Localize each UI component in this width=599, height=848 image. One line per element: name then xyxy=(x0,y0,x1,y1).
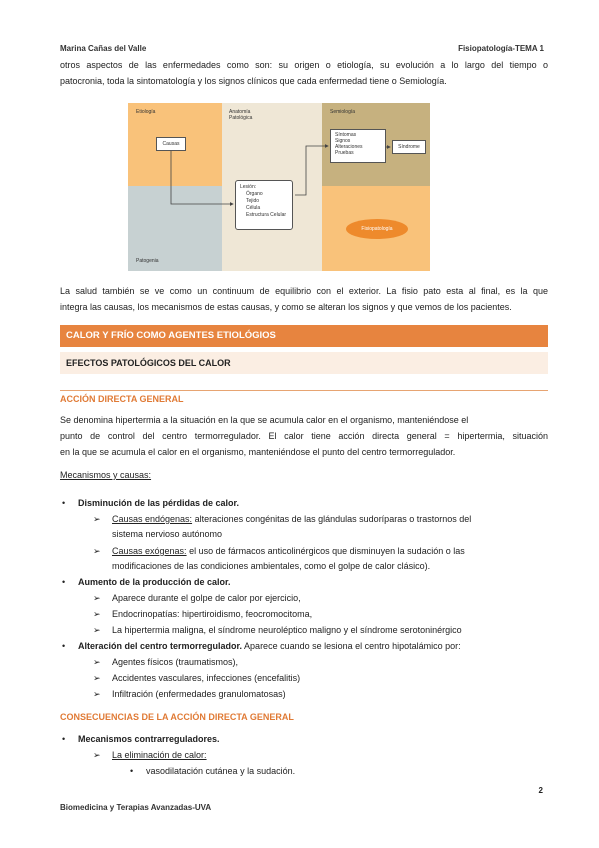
definition-line-2: punto de control del centro termorregulador. El calor tiene acción directa general = hipertermia, situación xyxy=(60,431,548,441)
lesion-item: Órgano xyxy=(246,191,263,197)
lesion-item: Tejido xyxy=(246,198,260,204)
pathogeny-label: Patogenia xyxy=(136,258,159,264)
definition-line-1: Se denomina hipertermia a la situación en la que se acumula calor en el organismo, manteniéndose el xyxy=(60,415,469,425)
syndrome-box: Síndrome xyxy=(392,140,426,154)
lesion-title: Lesión: xyxy=(240,184,257,190)
footer-text: Biomedicina y Terapias Avanzadas-UVA xyxy=(60,803,212,812)
arrow-bullet-icon: ➢ xyxy=(93,546,101,556)
bullet-dot: • xyxy=(62,577,66,587)
summary-line-2: integra las causas, los mecanismos de estas causas, y como se alteran los signos y que vemos de los pacientes. xyxy=(60,302,512,312)
bullet-dot: • xyxy=(130,766,134,776)
intro-line-1: otros aspectos de las enfermedades como son: su origen o etiología, su evolución a lo largo del tiempo o xyxy=(60,60,548,70)
header-subject: Fisiopatología-TEMA 1 xyxy=(458,44,544,53)
section-heading-cold-heat: CALOR Y FRÍO COMO AGENTES ETIOLÓGIOS xyxy=(60,325,548,347)
thermoregulator-item: Infiltración (enfermedades granulomatosas) xyxy=(112,689,286,699)
endogenous-causes: Causas endógenas: alteraciones congénitas de las glándulas sudoríparas o trastornos del xyxy=(112,514,472,524)
bullet-dot: • xyxy=(62,641,66,651)
section-heading-consequences: CONSECUENCIAS DE LA ACCIÓN DIRECTA GENERAL xyxy=(60,712,294,722)
heat-production-item: La hipertermia maligna, el síndrome neuroléptico maligno y el síndrome serotoninérgico xyxy=(112,625,462,635)
lesion-item: Estructura Celular xyxy=(246,212,287,218)
signs-item: Pruebas xyxy=(335,150,354,156)
thermoregulator-item: Agentes físicos (traumatismos), xyxy=(112,657,239,667)
thermoregulator-item: Accidentes vasculares, infecciones (encefalitis) xyxy=(112,673,301,683)
arrow-bullet-icon: ➢ xyxy=(93,625,101,635)
section-heading-direct-action: ACCIÓN DIRECTA GENERAL xyxy=(60,394,184,404)
physiopathology-ellipse: Fisiopatología xyxy=(346,219,408,239)
heading-divider xyxy=(60,390,548,391)
bullet-dot: • xyxy=(62,498,66,508)
arrow-bullet-icon: ➢ xyxy=(93,657,101,667)
arrow-bullet-icon: ➢ xyxy=(93,750,101,760)
arrow-bullet-icon: ➢ xyxy=(93,689,101,699)
anatomy-label: Anatomía Patológica xyxy=(229,109,253,121)
summary-line-1: La salud también se ve como un continuum de equilibrio con el exterior. La fisio pato esta al final, es la que xyxy=(60,286,548,296)
endogenous-causes-cont: sistema nervioso autónomo xyxy=(112,529,223,539)
heat-production-item: Aparece durante el golpe de calor por ejercicio, xyxy=(112,593,301,603)
exogenous-causes-cont: modificaciones de las condiciones ambientales, como el golpe de calor clásico). xyxy=(112,561,431,571)
bullet-thermoregulator: Alteración del centro termorregulador. Aparece cuando se lesiona el centro hipotalámico por: xyxy=(78,641,461,651)
diagram-arrows xyxy=(128,103,430,271)
signs-item: Síntomas xyxy=(335,132,357,138)
causes-box: Causas xyxy=(156,137,186,151)
etiology-diagram xyxy=(128,103,430,271)
heat-production-item: Endocrinopatías: hipertiroidismo, feocromocitoma, xyxy=(112,609,313,619)
intro-line-2: patocronia, toda la sintomatología y los signos clínicos que cada enfermedad tiene o Semiología. xyxy=(60,76,447,86)
bullet-dot: • xyxy=(62,734,66,744)
lesion-item: Célula xyxy=(246,205,261,211)
bullet-heat-loss: Disminución de las pérdidas de calor. xyxy=(78,498,240,508)
header-author: Marina Cañas del Valle xyxy=(60,44,147,53)
bullet-heat-production: Aumento de la producción de calor. xyxy=(78,577,231,587)
section-heading-heat-effects: EFECTOS PATOLÓGICOS DEL CALOR xyxy=(60,352,548,374)
page-number: 2 xyxy=(538,786,543,795)
arrow-bullet-icon: ➢ xyxy=(93,609,101,619)
etiology-label: Etiología xyxy=(136,109,156,115)
arrow-bullet-icon: ➢ xyxy=(93,673,101,683)
semiology-label: Semiología xyxy=(330,109,356,115)
arrow-bullet-icon: ➢ xyxy=(93,514,101,524)
heat-elimination-item: vasodilatación cutánea y la sudación. xyxy=(146,766,296,776)
bullet-counter-regulation: Mecanismos contrarreguladores. xyxy=(78,734,220,744)
lesion-to-signs-arrow xyxy=(295,146,328,195)
causes-to-lesion-arrow xyxy=(171,151,233,204)
arrow-bullet-icon: ➢ xyxy=(93,593,101,603)
signs-item: Alteraciones xyxy=(335,144,363,150)
heat-elimination: La eliminación de calor: xyxy=(112,750,207,760)
exogenous-causes: Causas exógenas: el uso de fármacos anticolinérgicos que disminuyen la sudación o las xyxy=(112,546,465,556)
mechanisms-title: Mecanismos y causas: xyxy=(60,470,152,480)
signs-item: Signos xyxy=(335,138,351,144)
definition-line-3: en la que se acumula el calor en el organismo, manteniéndose el punto del centro termorregulador. xyxy=(60,447,456,457)
